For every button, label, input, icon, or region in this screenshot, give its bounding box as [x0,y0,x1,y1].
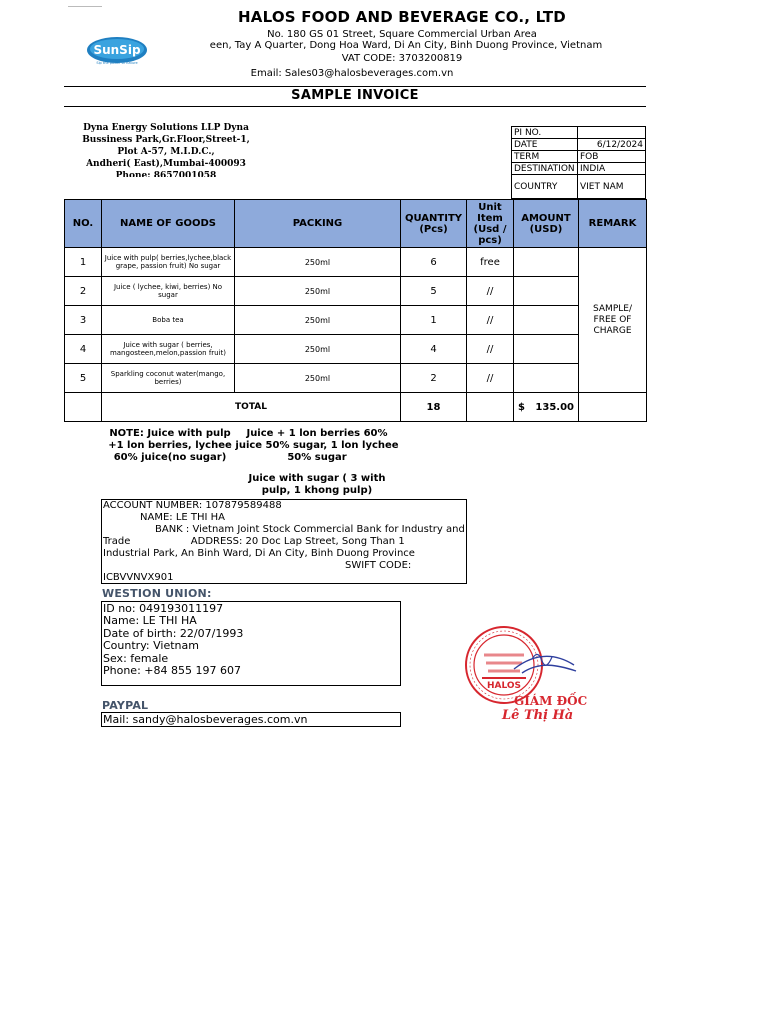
cell-name: Juice with pulp( berries,lychee,black grape, passion fruit) No sugar [102,248,235,277]
paypal-box [101,712,401,727]
term-label: TERM [512,151,578,163]
cell-name: Boba tea [102,306,235,335]
cell-amount [514,248,579,277]
sunsip-logo-icon [86,36,148,66]
cell-qty: 6 [401,248,467,277]
date-label: DATE [512,139,578,151]
wu-sex: Sex: female [103,651,169,665]
cell-no: 4 [65,335,102,364]
company-address-line1: No. 180 GS 01 Street, Square Commercial Urban Area [267,29,537,40]
cell-no: 5 [65,364,102,393]
cell-amount [514,364,579,393]
col-header-packing: PACKING [235,200,401,248]
col-header-amount: AMOUNT (USD) [514,200,579,248]
wu-name: Name: LE THI HA [103,614,197,628]
bank-name: BANK : Vietnam Joint Stock Commercial Bank for Industry and [155,524,465,535]
buyer-line: Andheri( East),Mumbai-400093 [86,159,246,169]
svg-text:SunSip: SunSip [93,43,141,57]
paypal-label: PAYPAL [102,699,149,712]
svg-text:Sip the power of nature: Sip the power of nature [96,61,138,65]
buyer-line: Dyna Energy Solutions LLP Dyna [83,123,249,133]
buyer-line: Plot A-57, M.I.D.C., [117,147,215,157]
cell-remark: SAMPLE/ FREE OF CHARGE [579,248,647,393]
cell-amount [514,306,579,335]
col-header-quantity: QUANTITY (Pcs) [401,200,467,248]
paypal-mail: Mail: sandy@halosbeverages.com.vn [103,713,308,726]
cell-packing: 250ml [235,277,401,306]
cell-qty: 4 [401,335,467,364]
total-row [65,393,647,422]
invoice-info-table [511,126,646,199]
note-juice-with-sugar: Juice with sugar ( 3 with pulp, 1 khong pulp) [248,473,386,496]
cell-qty: 1 [401,306,467,335]
total-amount: 135.00 [535,401,574,413]
wu-phone: Phone: +84 855 197 607 [103,664,241,678]
cell-qty: 2 [401,364,467,393]
date-value: 6/12/2024 [578,139,646,151]
title-divider [64,106,646,107]
cell-amount [514,277,579,306]
stamp-signer: Lê Thị Hà [502,708,574,723]
company-stamp-seal [462,625,592,723]
header-divider [64,86,646,87]
table-row [65,335,647,364]
total-currency: $ [518,401,525,413]
company-email: Email: Sales03@halosbeverages.com.vn [250,68,454,79]
stamp-role: GIÁM ĐỐC [514,694,588,708]
total-unit-cell [467,393,514,422]
country-label: COUNTRY [512,175,578,199]
cell-no: 3 [65,306,102,335]
buyer-address [66,122,266,177]
company-name: HALOS FOOD AND BEVERAGE CO., LTD [238,8,566,26]
swift-label: SWIFT CODE: [345,560,412,571]
bank-account-name: NAME: LE THI HA [140,512,225,523]
destination-label: DESTINATION [512,163,578,175]
total-blank-cell [65,393,102,422]
invoice-title: SAMPLE INVOICE [291,88,419,103]
table-row [65,306,647,335]
bank-address: Trade ADDRESS: 20 Doc Lap Street, Song Than 1 [103,536,405,547]
company-logo [66,6,156,72]
col-header-unit: Unit Item (Usd / pcs) [467,200,514,248]
bank-details-box [101,499,467,584]
note-juice-mix: Juice + 1 lon berries 60% juice 50% sugar, 1 lon lychee 50% sugar [235,428,399,463]
cell-unit: // [467,364,514,393]
cell-packing: 250ml [235,248,401,277]
cell-packing: 250ml [235,364,401,393]
cell-packing: 250ml [235,335,401,364]
col-header-no: NO. [65,200,102,248]
destination-value: INDIA [578,163,646,175]
table-row [65,248,647,277]
col-header-name: NAME OF GOODS [102,200,235,248]
cell-no: 1 [65,248,102,277]
western-union-box [101,601,401,686]
cell-qty: 5 [401,277,467,306]
cell-unit: // [467,306,514,335]
cell-packing: 250ml [235,306,401,335]
total-remark-cell [579,393,647,422]
goods-header-row [65,200,647,248]
cell-amount [514,335,579,364]
wu-dob: Date of birth: 22/07/1993 [103,626,244,640]
cell-name: Juice ( lychee, kiwi, berries) No sugar [102,277,235,306]
total-label: TOTAL [102,393,401,422]
table-row [65,364,647,393]
cell-name: Juice with sugar ( berries, mangosteen,melon,passion fruit) [102,335,235,364]
col-header-remark: REMARK [579,200,647,248]
company-address-line2: een, Tay A Quarter, Dong Hoa Ward, Di An City, Binh Duong Province, Vietnam [209,40,603,51]
cell-unit: free [467,248,514,277]
pi-label: PI NO. [512,127,578,139]
country-value: VIET NAM [578,175,646,199]
wu-id: ID no: 049193011197 [103,602,224,615]
term-value: FOB [578,151,646,163]
total-amount-cell [514,393,579,422]
western-union-label: WESTION UNION: [102,587,212,600]
vat-code: VAT CODE: 3703200819 [341,53,463,64]
table-row [65,277,647,306]
goods-table [64,199,647,422]
total-quantity: 18 [401,393,467,422]
note-juice-with-pulp: NOTE: Juice with pulp +1 lon berries, lychee 60% juice(no sugar) [108,428,232,463]
buyer-line: Bussiness Park,Gr.Floor,Street-1, [82,135,250,145]
svg-text:HALOS: HALOS [486,681,522,691]
bank-account-number: ACCOUNT NUMBER: 107879589488 [103,500,282,511]
cell-unit: // [467,277,514,306]
cell-no: 2 [65,277,102,306]
swift-code: ICBVVNVX901 [103,572,174,583]
buyer-line: Phone: 8657001058 [115,171,217,177]
wu-country: Country: Vietnam [103,639,199,653]
pi-value [578,127,646,139]
bank-address-cont: Industrial Park, An Binh Ward, Di An City, Binh Duong Province [103,548,415,559]
cell-unit: // [467,335,514,364]
cell-name: Sparkling coconut water(mango, berries) [102,364,235,393]
